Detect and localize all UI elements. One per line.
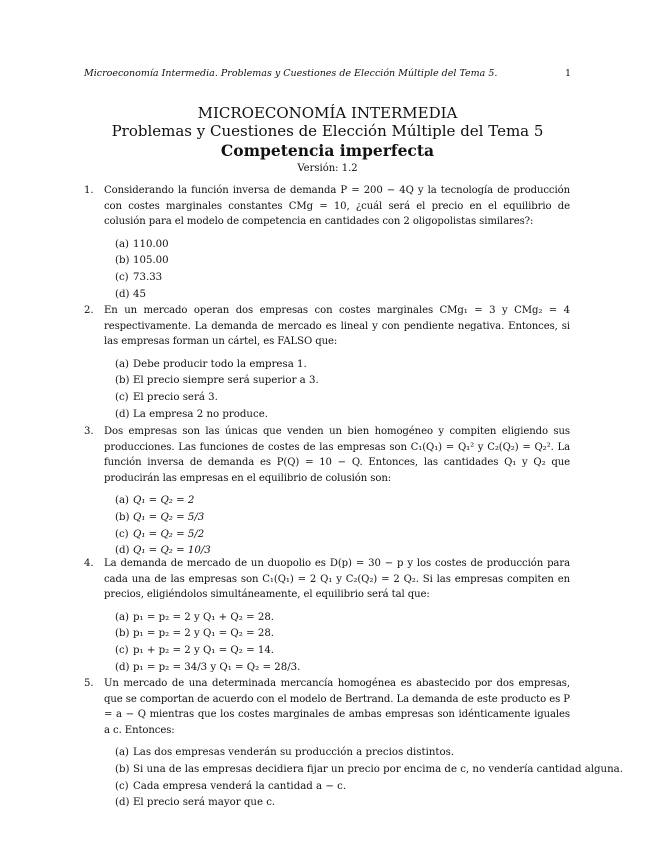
option-label: (c) [115, 644, 129, 656]
option-item [115, 493, 570, 510]
running-header-text: Microeconomía Intermedia. Problemas y Cuestiones de Elección Múltiple del Tema 5. [84, 68, 498, 79]
question-text: Considerando la función inversa de demanda P = 200 − 4Q y la tecnología de producción con costes marginales constantes CMg = 10, ¿cuál será el precio en el equilibrio de colusión para el modelo de competencia en cantidades con 2 oligopolistas similares?: [104, 185, 570, 228]
option-label: (c) [115, 271, 129, 283]
question-number: 1. [84, 185, 94, 196]
option-text: p₁ = p₂ = 2 y Q₁ + Q₂ = 28. [133, 611, 275, 623]
topic-title: Competencia imperfecta [220, 141, 435, 160]
option-label: (a) [115, 238, 130, 250]
option-label: (d) [115, 288, 130, 300]
option-label: (c) [115, 391, 129, 403]
option-text: 45 [133, 288, 146, 300]
option-text: Q₁ = Q₂ = 5/2 [133, 528, 205, 540]
option-text: Si una de las empresas decidiera fijar un precio por encima de c, no vendería cantidad alguna. [133, 763, 623, 775]
option-text: El precio siempre será superior a 3. [133, 375, 319, 387]
option-item [115, 357, 570, 374]
option-item [115, 373, 570, 390]
option-list [84, 237, 570, 303]
option-label: (b) [115, 763, 130, 775]
option-item [115, 610, 570, 627]
option-item [115, 762, 623, 779]
question-stem [84, 424, 570, 486]
option-label: (c) [115, 780, 129, 792]
running-header [84, 68, 571, 82]
document-subtitle: Problemas y Cuestiones de Elección Múltiple del Tema 5 [111, 122, 544, 140]
option-label: (b) [115, 511, 130, 523]
option-item [115, 287, 570, 304]
question-number: 3. [84, 426, 94, 437]
question-3 [84, 424, 570, 560]
option-text: 73.33 [133, 271, 163, 283]
option-label: (a) [115, 611, 130, 623]
option-item [115, 643, 570, 660]
option-label: (c) [115, 528, 129, 540]
option-text: Q₁ = Q₂ = 10/3 [133, 545, 211, 557]
option-text: p₁ = p₂ = 34/3 y Q₁ = Q₂ = 28/3. [133, 661, 301, 673]
option-text: Q₁ = Q₂ = 5/3 [133, 511, 205, 523]
question-4 [84, 556, 570, 676]
question-text: Dos empresas son las únicas que venden un bien homogéneo y compiten eligiendo sus producciones. Las funciones de costes de las empresas son C₁(Q₁) = Q₁² y C₂(Q₂) = Q₂². La función inversa de demanda es P(Q) = 10 − Q. Entonces, las cantidades Q₁ y Q₂ que producirán las empresas en el equilibrio de colusión son: [104, 426, 570, 484]
question-2 [84, 303, 570, 423]
option-item [115, 527, 570, 544]
option-item [115, 270, 570, 287]
option-label: (a) [115, 358, 130, 370]
option-label: (d) [115, 661, 130, 673]
option-label: (d) [115, 797, 130, 809]
question-text: Un mercado de una determinada mercancía homogénea es abastecido por dos empresas, que se comportan de acuerdo con el modelo de Bertrand. La demanda de este producto es P = a − Q mientras que los costes marginales de ambas empresas son idénticamente iguales a c. Entonces: [104, 678, 570, 736]
option-text: Q₁ = Q₂ = 2 [133, 495, 195, 507]
option-list [84, 357, 570, 423]
option-item [115, 626, 570, 643]
option-item [115, 407, 570, 424]
question-text: En un mercado operan dos empresas con costes marginales CMg₁ = 3 y CMg₂ = 4 respectivamente. La demanda de mercado es lineal y con pendiente negativa. Entonces, si las empresas forman un cártel, es FALSO que: [104, 305, 570, 348]
option-item [115, 510, 570, 527]
option-label: (a) [115, 495, 130, 507]
option-item [115, 390, 570, 407]
option-item [115, 745, 570, 762]
question-number: 4. [84, 558, 94, 569]
page-number: 1 [564, 68, 571, 79]
version-label: Versión: 1.2 [297, 163, 358, 174]
option-label: (b) [115, 628, 130, 640]
option-label: (a) [115, 747, 130, 759]
question-text: La demanda de mercado de un duopolio es D(p) = 30 − p y los costes de producción para cada una de las empresas son C₁(Q₁) = 2 Q₁ y C₂(Q₂) = 2 Q₂. Si las empresas compiten en precios, eligiéndolos simultáneamente, el equilibrio será tal que: [104, 558, 570, 601]
option-item [115, 779, 570, 796]
option-item [115, 237, 570, 254]
question-stem [84, 303, 570, 350]
option-text: La empresa 2 no produce. [133, 408, 268, 420]
option-text: Debe producir todo la empresa 1. [133, 358, 307, 370]
option-text: p₁ + p₂ = 2 y Q₁ = Q₂ = 14. [133, 644, 275, 656]
option-text: El precio será mayor que c. [133, 797, 276, 809]
question-stem [84, 676, 570, 738]
question-number: 2. [84, 305, 94, 316]
question-stem [84, 556, 570, 603]
option-text: Cada empresa venderá la cantidad a − c. [133, 780, 347, 792]
option-item [115, 660, 570, 677]
option-text: p₁ = p₂ = 2 y Q₁ = Q₂ = 28. [133, 628, 275, 640]
option-text: 110.00 [133, 238, 169, 250]
question-5 [84, 676, 623, 812]
option-list [84, 493, 570, 559]
option-text: 105.00 [133, 255, 169, 267]
option-list [84, 610, 570, 676]
question-number: 5. [84, 678, 94, 689]
option-list [84, 745, 623, 811]
option-label: (d) [115, 545, 130, 557]
question-stem [84, 183, 570, 230]
option-label: (d) [115, 408, 130, 420]
option-item [115, 795, 570, 812]
option-label: (b) [115, 255, 130, 267]
option-text: Las dos empresas venderán su producción a precios distintos. [133, 747, 455, 759]
option-item [115, 253, 570, 270]
course-title: MICROECONOMÍA INTERMEDIA [197, 104, 458, 122]
option-text: El precio será 3. [133, 391, 218, 403]
question-1 [84, 183, 570, 303]
option-label: (b) [115, 375, 130, 387]
